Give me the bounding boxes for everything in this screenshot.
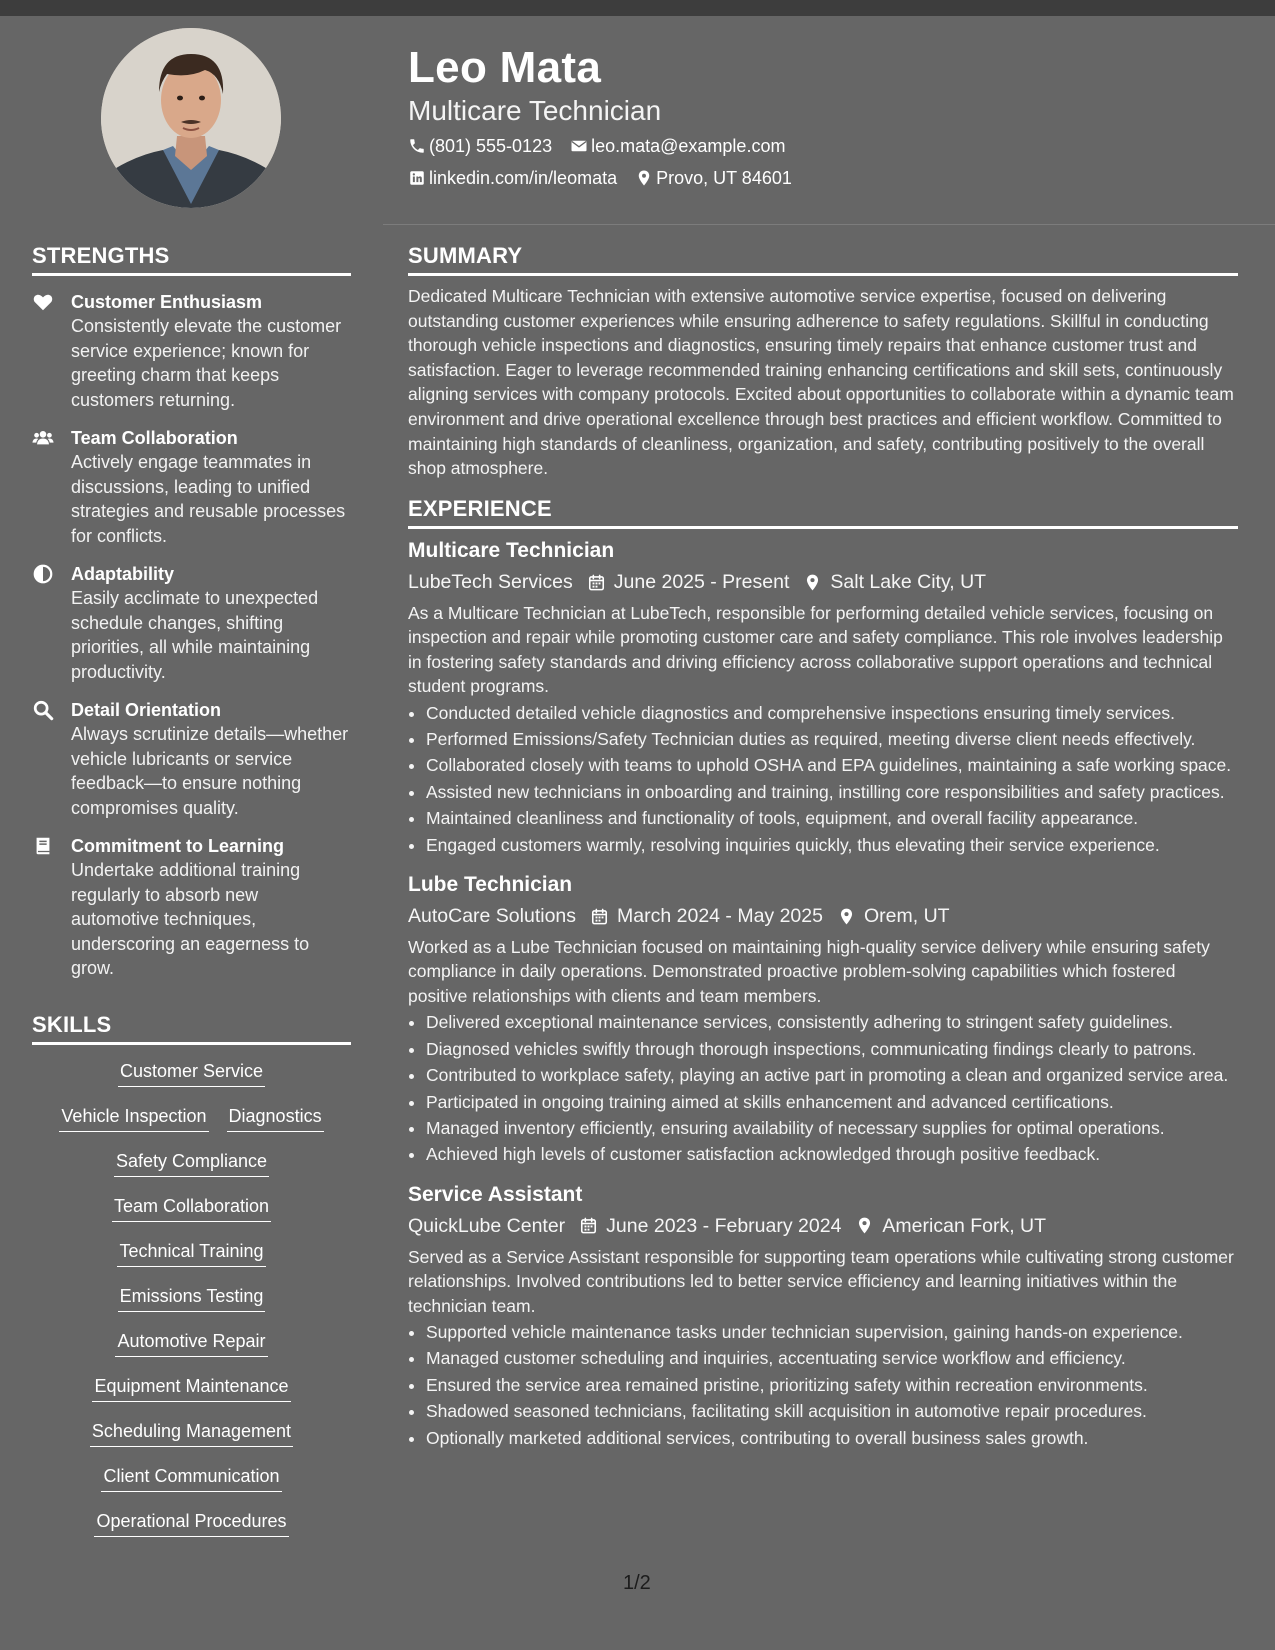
strength-item xyxy=(32,290,351,412)
job-bullet: • Diagnosed vehicles swiftly through thorough inspections, communicating findings clearly to patrons. xyxy=(426,1037,1238,1061)
strength-description: Always scrutinize details—whether vehicle lubricants or service feedback—to ensure nothing compromises quality. xyxy=(71,724,349,818)
job-bullet: • Collaborated closely with teams to uphold OSHA and EPA guidelines, maintaining a safe working space. xyxy=(426,753,1238,777)
job-description: Worked as a Lube Technician focused on maintaining high-quality service delivery while ensuring safety compliance in daily operations. Demonstrated proactive problem-solving capabilities which fostered positive relationships with clients and team members. xyxy=(408,937,1210,1006)
job-dates: March 2024 - May 2025 xyxy=(617,905,823,928)
strength-description: Consistently elevate the customer service experience; known for greeting charm that keeps customers returning. xyxy=(71,316,342,410)
linkedin-contact[interactable] xyxy=(408,166,617,190)
job-bullet: • Contributed to workplace safety, playing an active part in promoting a clean and organized service area. xyxy=(426,1063,1238,1087)
job-location: Orem, UT xyxy=(863,905,950,928)
job-entry xyxy=(408,537,1238,857)
phone-contact xyxy=(408,134,552,158)
skill-tag: Technical Training xyxy=(117,1239,265,1267)
skills-row xyxy=(32,1149,351,1194)
job-meta xyxy=(408,903,1238,929)
strength-item xyxy=(32,834,351,981)
skills-list xyxy=(32,1059,351,1554)
right-column xyxy=(383,16,1275,1650)
email-text[interactable]: leo.mata@example.com xyxy=(591,136,786,156)
strengths-heading: STRENGTHS xyxy=(32,243,351,276)
strength-description: Actively engage teammates in discussions, leading to unified strategies and reusable processes for conflicts. xyxy=(71,452,346,546)
job-bullet: • Conducted detailed vehicle diagnostics and comprehensive inspections ensuring timely services. xyxy=(426,701,1238,725)
job-bullet: • Assisted new technicians in onboarding and training, instilling core responsibilities and safety practices. xyxy=(426,780,1238,804)
job-bullet: • Managed inventory efficiently, ensuring availability of necessary supplies for optimal operations. xyxy=(426,1116,1238,1140)
skill-tag: Diagnostics xyxy=(227,1104,324,1132)
strength-item xyxy=(32,698,351,820)
skills-row xyxy=(32,1059,351,1104)
skills-row xyxy=(32,1464,351,1509)
candidate-title: Multicare Technician xyxy=(408,95,662,126)
skills-row xyxy=(32,1284,351,1329)
job-dates: June 2025 - Present xyxy=(613,571,790,593)
job-title: Lube Technician xyxy=(408,873,573,897)
candidate-name: Leo Mata xyxy=(408,43,602,92)
skills-row xyxy=(32,1374,351,1419)
job-bullet: • Ensured the service area remained pristine, prioritizing safety within recreation environments. xyxy=(426,1373,1238,1397)
strength-title: Commitment to Learning xyxy=(71,836,285,856)
job-dates: June 2023 - February 2024 xyxy=(606,1214,842,1237)
job-description: Served as a Service Assistant responsible for supporting team operations while cultivating strong customer relationships. Involved contributions led to better service efficiency and learning initiatives within the technician team. xyxy=(408,1246,1234,1316)
skills-row xyxy=(32,1419,351,1464)
linkedin-text[interactable]: linkedin.com/in/leomata xyxy=(429,168,618,188)
job-meta xyxy=(408,1213,1238,1239)
skill-tag: Customer Service xyxy=(118,1059,265,1087)
search-icon xyxy=(32,699,54,721)
job-bullets xyxy=(408,1320,1238,1450)
job-meta xyxy=(408,569,1238,595)
strength-description: Undertake additional training regularly to absorb new automotive techniques, underscoring an eagerness to grow. xyxy=(71,860,310,978)
skills-row xyxy=(32,1104,351,1149)
phone-text: (801) 555-0123 xyxy=(429,136,553,156)
job-company: LubeTech Services xyxy=(408,571,573,593)
location-text: Provo, UT 84601 xyxy=(656,168,792,188)
job-bullet: • Supported vehicle maintenance tasks under technician supervision, gaining hands-on experience. xyxy=(426,1320,1238,1344)
strength-description: Easily acclimate to unexpected schedule changes, shifting priorities, all while maintaining productivity. xyxy=(71,588,319,682)
job-bullets xyxy=(408,1010,1238,1166)
summary-text: Dedicated Multicare Technician with extensive automotive service expertise, focused on delivering outstanding customer experiences while ensuring adherence to safety regulations. Skillful in conducting thorough vehicle inspections and diagnostics, ensuring timely repairs that enhance customer trust and satisfaction. Eager to leverage recommended training enhancing certifications and skill sets, continuously aligning services with company protocols. Excited about opportunities to collaborate within a dynamic team environment and drive operational excellence through best practices and efficient workflow. Committed to maintaining high standards of cleanliness, organization, and safety, contributing positively to the overall shop atmosphere. xyxy=(408,286,1234,479)
strengths-section xyxy=(32,243,351,981)
email-contact[interactable] xyxy=(570,134,785,158)
linkedin-icon xyxy=(408,169,426,187)
skills-row xyxy=(32,1329,351,1374)
skill-tag: Automotive Repair xyxy=(115,1329,267,1357)
profile-photo xyxy=(101,28,281,208)
skills-row xyxy=(32,1239,351,1284)
job-title: Multicare Technician xyxy=(408,539,615,562)
strength-title: Detail Orientation xyxy=(71,700,222,720)
job-bullet: • Engaged customers warmly, resolving inquiries quickly, thus elevating their service experience. xyxy=(426,833,1238,857)
skills-row xyxy=(32,1194,351,1239)
summary-section xyxy=(408,243,1238,481)
strength-title: Customer Enthusiasm xyxy=(71,292,263,312)
header-divider xyxy=(383,224,1275,225)
map-pin-icon xyxy=(803,573,822,592)
calendar-icon xyxy=(579,1216,598,1235)
envelope-icon xyxy=(570,137,588,155)
skill-tag: Client Communication xyxy=(101,1464,281,1492)
job-bullet: • Shadowed seasoned technicians, facilitating skill acquisition in automotive repair procedures. xyxy=(426,1399,1238,1423)
skill-tag: Equipment Maintenance xyxy=(92,1374,290,1402)
job-company: AutoCare Solutions xyxy=(408,905,577,928)
job-bullet: • Maintained cleanliness and functionality of tools, equipment, and overall facility appearance. xyxy=(426,806,1238,830)
strength-item xyxy=(32,562,351,684)
skills-row xyxy=(32,1509,351,1554)
job-bullet: • Delivered exceptional maintenance services, consistently adhering to stringent safety guidelines. xyxy=(426,1010,1238,1034)
skill-tag: Operational Procedures xyxy=(94,1509,288,1537)
top-bar xyxy=(0,0,1275,16)
job-bullets xyxy=(408,701,1238,857)
skill-tag: Emissions Testing xyxy=(118,1284,266,1312)
job-entry xyxy=(408,1181,1238,1450)
job-title: Service Assistant xyxy=(408,1182,583,1206)
location-contact xyxy=(635,166,792,190)
heart-icon xyxy=(32,291,54,313)
skill-tag: Team Collaboration xyxy=(112,1194,271,1222)
experience-heading: EXPERIENCE xyxy=(408,496,1238,529)
skill-tag: Safety Compliance xyxy=(114,1149,269,1177)
contact-row xyxy=(408,166,810,190)
job-company: QuickLube Center xyxy=(408,1214,566,1237)
strength-item xyxy=(32,426,351,548)
job-entry xyxy=(408,871,1238,1167)
calendar-icon xyxy=(590,907,609,926)
contact-row xyxy=(408,134,803,158)
job-bullet: • Performed Emissions/Safety Technician duties as required, meeting diverse client needs effectively. xyxy=(426,727,1238,751)
strength-title: Adaptability xyxy=(71,564,175,584)
calendar-icon xyxy=(587,573,606,592)
users-icon xyxy=(32,427,54,449)
phone-icon xyxy=(408,137,426,155)
job-bullet: • Achieved high levels of customer satisfaction acknowledged through positive feedback. xyxy=(426,1142,1238,1166)
portrait-image xyxy=(101,28,281,208)
book-icon xyxy=(32,835,54,857)
job-bullet: • Managed customer scheduling and inquiries, accentuating service workflow and efficiency. xyxy=(426,1346,1238,1370)
skill-tag: Scheduling Management xyxy=(90,1419,293,1447)
summary-heading: SUMMARY xyxy=(408,243,1238,276)
experience-section xyxy=(408,496,1238,1452)
skills-heading: SKILLS xyxy=(32,1012,351,1045)
skill-tag: Vehicle Inspection xyxy=(59,1104,208,1132)
job-bullet: • Optionally marketed additional services, contributing to overall business sales growth. xyxy=(426,1426,1238,1450)
map-pin-icon xyxy=(855,1216,874,1235)
left-column xyxy=(0,16,383,1650)
job-bullet: • Participated in ongoing training aimed at skills enhancement and advanced certifications. xyxy=(426,1090,1238,1114)
page-indicator: 1/2 xyxy=(623,1572,651,1594)
map-pin-icon xyxy=(837,907,856,926)
job-location: American Fork, UT xyxy=(882,1214,1047,1237)
skills-section xyxy=(32,1012,351,1554)
strength-title: Team Collaboration xyxy=(71,428,238,448)
job-description: As a Multicare Technician at LubeTech, responsible for performing detailed vehicle services, focusing on inspection and repair while promoting customer care and safety compliance. This role involves leadership in fostering safety standards and driving efficiency across collaborative support operations and technical student programs. xyxy=(408,603,1223,697)
job-list xyxy=(408,537,1238,1450)
half-circle-icon xyxy=(32,563,54,585)
job-location: Salt Lake City, UT xyxy=(830,571,987,593)
map-pin-icon xyxy=(635,169,653,187)
